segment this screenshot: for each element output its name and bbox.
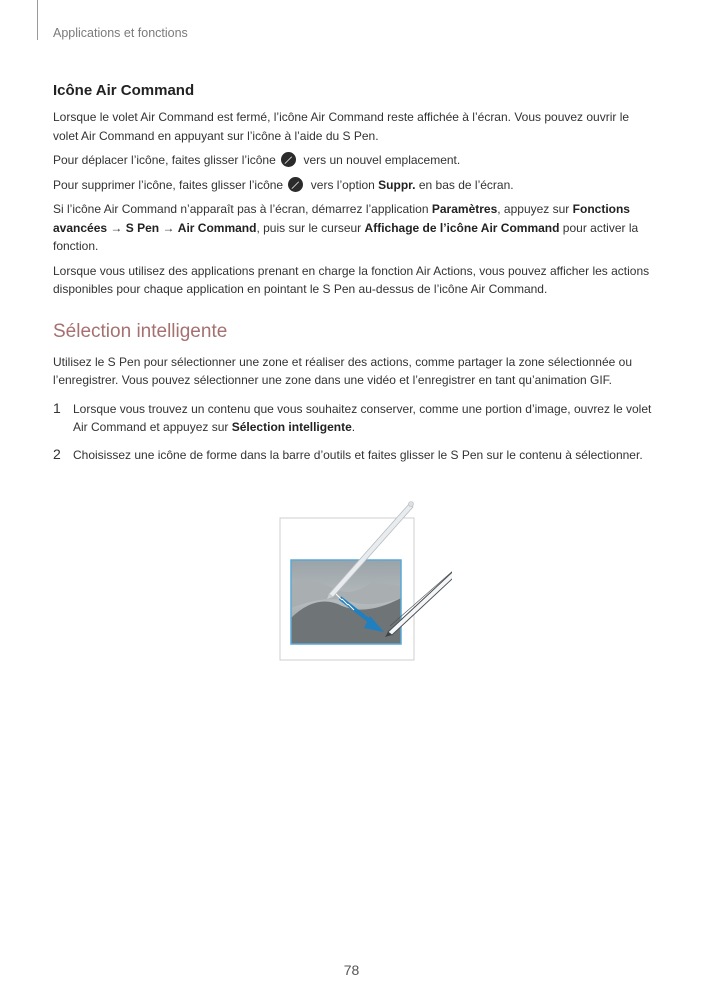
bold-term: Sélection intelligente — [231, 420, 352, 434]
smart-select-title: Sélection intelligente — [53, 320, 228, 342]
paragraph — [53, 200, 653, 256]
text: Lorsque vous trouvez un contenu que vous souhaitez conserver, comme une portion d’image, ouvrez le volet Air Command et appuyez sur — [73, 401, 652, 434]
text: pour activer la fonction. — [53, 220, 639, 253]
smart-select-illustration — [272, 498, 452, 668]
air-command-title: Icône Air Command — [53, 82, 195, 99]
text: Pour supprimer l’icône, faites glisser l’icône — [53, 177, 284, 192]
text: vers l’option — [310, 177, 375, 192]
paragraph: Lorsque le volet Air Command est fermé, l’icône Air Command reste affichée à l’écran. Vous pouvez ouvrir le volet Air Command en appuyant sur l’icône à l’aide du S Pen. — [53, 110, 630, 143]
step-number: 1 — [53, 399, 61, 416]
section-header: Applications et fonctions — [53, 26, 188, 40]
bold-term: S Pen — [125, 220, 160, 235]
text: vers un nouvel emplacement. — [303, 153, 461, 167]
text: . — [351, 420, 356, 434]
text: , puis sur le curseur — [256, 220, 362, 235]
arrow: → — [162, 220, 175, 235]
text: Choisissez une icône de forme dans la barre d’outils et faites glisser le S Pen sur le contenu à sélectionner. — [73, 447, 643, 462]
paragraph — [53, 151, 653, 170]
margin-rule — [37, 0, 38, 40]
page-number: 78 — [343, 962, 360, 978]
step-number: 2 — [53, 445, 61, 462]
text: en bas de l’écran. — [418, 177, 514, 192]
text: , appuyez sur — [497, 202, 570, 216]
air-command-pen-icon — [288, 177, 303, 192]
list-item — [53, 446, 653, 465]
bold-term: Air Command — [177, 220, 257, 235]
text: Pour déplacer l’icône, faites glisser l’icône — [53, 153, 276, 167]
paragraph: Lorsque vous utilisez des applications prenant en charge la fonction Air Actions, vous pouvez afficher les actions disponibles pour chaque application en pointant le S Pen au-dessus de l’icône Air Command. — [53, 263, 650, 296]
steps-list — [53, 400, 653, 465]
bold-term: Affichage de l’icône Air Command — [364, 220, 560, 235]
bold-term: Suppr. — [378, 177, 416, 192]
paragraph: Utilisez le S Pen pour sélectionner une zone et réaliser des actions, comme partager la zone sélectionnée ou l’enregistrer. Vous pouvez sélectionner une zone dans une vidéo et l’enregistrer en tant qu’animation GIF. — [53, 354, 632, 387]
arrow: → — [110, 220, 123, 235]
bold-term: Paramètres — [431, 202, 498, 216]
list-item — [53, 400, 653, 437]
bold-term: Fonctions avancées — [53, 202, 630, 235]
paragraph — [53, 176, 653, 195]
page-content — [53, 82, 653, 473]
text: Si l’icône Air Command n’apparaît pas à l’écran, démarrez l’application — [53, 202, 429, 216]
air-command-pen-icon — [281, 152, 296, 167]
